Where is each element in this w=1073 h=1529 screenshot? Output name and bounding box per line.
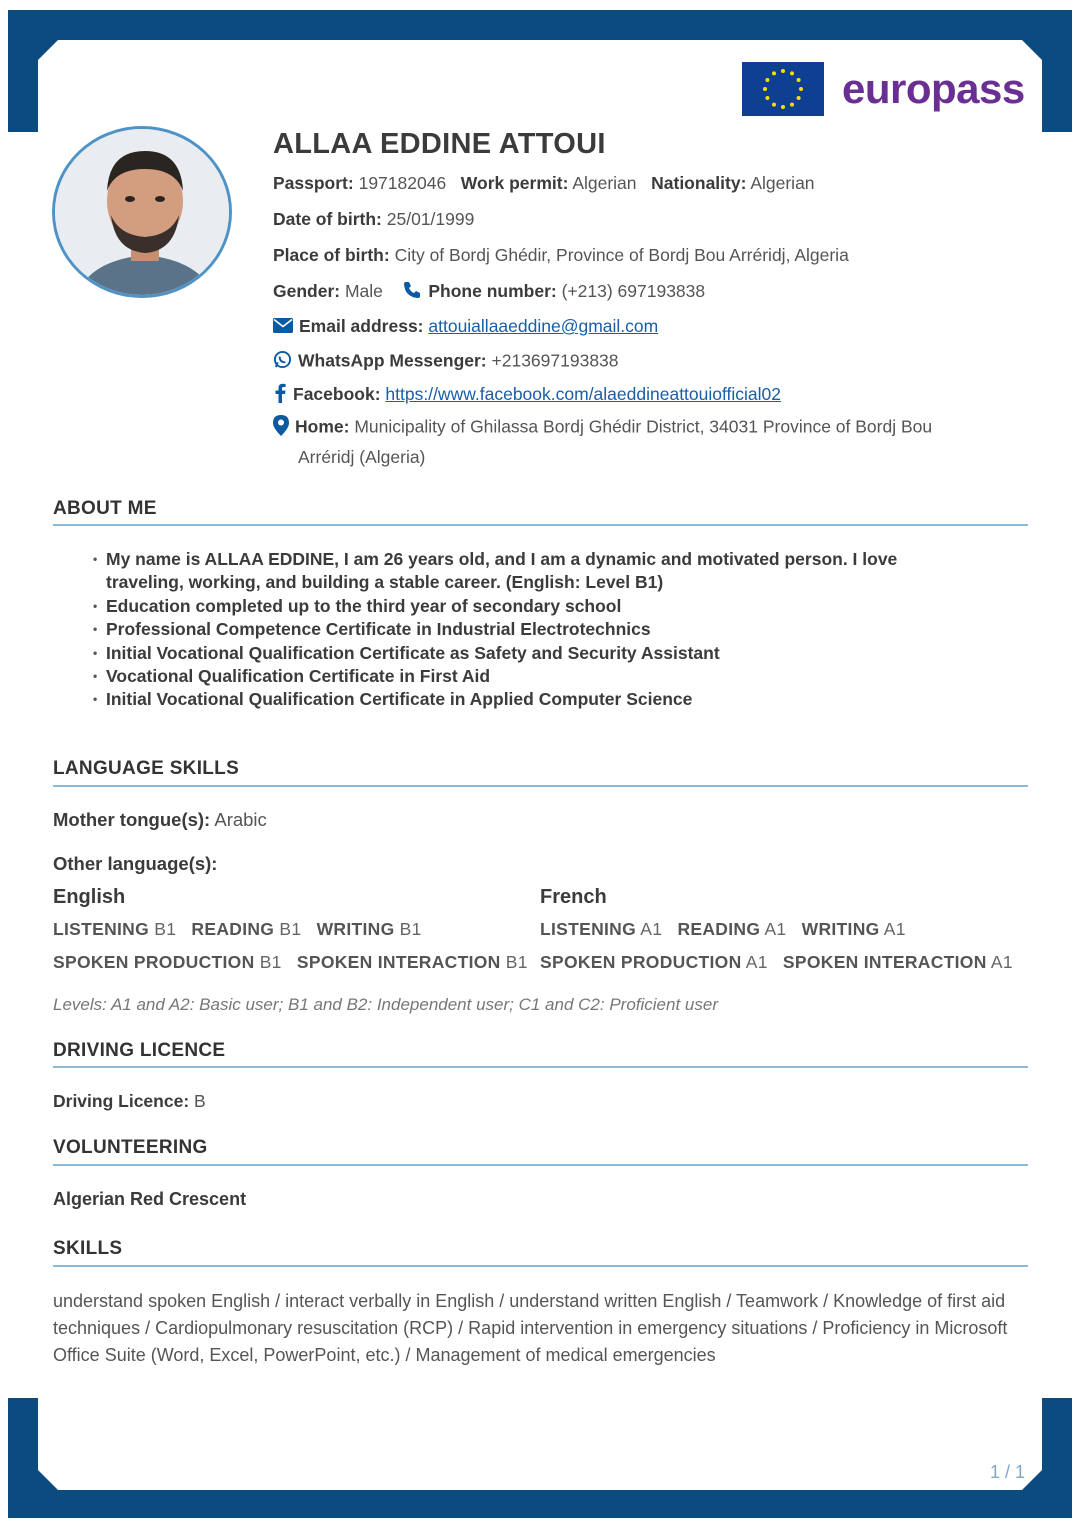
facebook-label: Facebook: — [293, 384, 381, 405]
whatsapp-label: WhatsApp Messenger: — [298, 350, 487, 371]
french-row-2: SPOKEN PRODUCTION A1 SPOKEN INTERACTION A1 — [540, 952, 1013, 972]
section-divider — [53, 1164, 1028, 1166]
about-title: ABOUT ME — [53, 498, 157, 519]
home-value-line1: Municipality of Ghilassa Bordj Ghédir District, 34031 Province of Bordj Bou — [354, 416, 933, 437]
avatar — [52, 126, 232, 298]
volunteering-org: Algerian Red Crescent — [53, 1189, 247, 1209]
nationality-label: Nationality: — [651, 173, 747, 193]
frame-corner-triangle — [38, 40, 58, 60]
frame-corner — [1042, 10, 1072, 132]
dob-label: Date of birth: — [273, 209, 382, 229]
map-pin-icon — [273, 415, 289, 441]
list-item: • Vocational Qualification Certificate in First Aid — [93, 665, 897, 688]
french-row-1: LISTENING A1 READING A1 WRITING A1 — [540, 919, 906, 939]
phone-icon — [402, 280, 422, 305]
whatsapp-row — [273, 350, 619, 374]
frame-top-bar — [8, 10, 1072, 40]
whatsapp-value: +213697193838 — [491, 350, 619, 371]
english-row-1: LISTENING B1 READING B1 WRITING B1 — [53, 919, 422, 939]
volunteering-title: VOLUNTEERING — [53, 1137, 208, 1158]
facebook-icon — [273, 383, 287, 408]
driving-value: B — [194, 1091, 206, 1111]
passport-value: 197182046 — [358, 173, 447, 193]
facebook-link[interactable]: https://www.facebook.com/alaeddineattouiofficial02 — [385, 384, 782, 405]
nationality-value: Algerian — [750, 173, 815, 193]
logo-text: europass — [842, 65, 1025, 112]
pob-row — [273, 245, 849, 266]
frame-corner-triangle — [1022, 40, 1042, 60]
section-divider — [53, 524, 1028, 526]
work-permit-label: Work permit: — [460, 173, 569, 193]
section-divider — [53, 1066, 1028, 1068]
email-label: Email address: — [299, 316, 424, 336]
pob-label: Place of birth: — [273, 245, 390, 265]
europass-logo — [742, 62, 1025, 116]
list-item: • Initial Vocational Qualification Certificate in Applied Computer Science — [93, 688, 897, 711]
other-languages-label: Other language(s): — [53, 853, 218, 874]
home-label: Home: — [295, 416, 350, 437]
section-divider — [53, 1265, 1028, 1267]
phone-label: Phone number: — [428, 281, 557, 302]
skills-title: SKILLS — [53, 1238, 123, 1259]
id-info-row — [273, 173, 815, 194]
pob-value: City of Bordj Ghédir, Province of Bordj Bou Arréridj, Algeria — [394, 245, 849, 265]
list-item: • Initial Vocational Qualification Certificate as Safety and Security Assistant — [93, 642, 897, 665]
eu-flag-icon — [742, 62, 824, 116]
gender-value: Male — [344, 281, 383, 302]
skills-list: understand spoken English / interact verbally in English / understand written English / Teamwork / Knowledge of first aid techniques / Cardiopulmonary resuscitation (RCP) / Rapid intervention in emergency situations / Proficiency in Microsoft Office Suite (Word, Excel, PowerPoint, etc.) / Management of medical emergencies — [53, 1291, 1008, 1365]
whatsapp-icon — [273, 350, 292, 374]
dob-value: 25/01/1999 — [386, 209, 475, 229]
mother-tongue-value: Arabic — [214, 809, 267, 830]
frame-corner — [8, 1398, 38, 1518]
gender-phone-row — [273, 280, 705, 305]
english-row-2: SPOKEN PRODUCTION B1 SPOKEN INTERACTION B1 — [53, 952, 528, 972]
driving-label: Driving Licence: — [53, 1091, 190, 1111]
email-link[interactable]: attouiallaaeddine@gmail.com — [428, 316, 659, 336]
home-value-line2: Arréridj (Algeria) — [298, 447, 426, 467]
english-title: English — [53, 886, 126, 908]
person-name: ALLAA EDDINE ATTOUI — [273, 128, 606, 160]
list-item: • Professional Competence Certificate in Industrial Electrotechnics — [93, 618, 897, 641]
section-divider — [53, 785, 1028, 787]
page-number: 1 / 1 — [990, 1462, 1026, 1482]
frame-bottom-bar — [8, 1490, 1072, 1518]
home-row — [273, 415, 932, 441]
facebook-row — [273, 383, 781, 408]
mother-tongue-label: Mother tongue(s): — [53, 809, 211, 830]
phone-value: (+213) 697193838 — [561, 281, 706, 302]
french-title: French — [540, 886, 607, 908]
levels-note: Levels: A1 and A2: Basic user; B1 and B2: Independent user; C1 and C2: Proficient user — [53, 995, 718, 1014]
dob-row — [273, 209, 474, 230]
frame-corner — [8, 10, 38, 132]
work-permit-value: Algerian — [572, 173, 637, 193]
list-item: • Education completed up to the third year of secondary school — [93, 595, 897, 618]
about-list — [93, 548, 897, 712]
languages-title: LANGUAGE SKILLS — [53, 758, 240, 779]
passport-label: Passport: — [273, 173, 354, 193]
driving-title: DRIVING LICENCE — [53, 1040, 226, 1061]
gender-label: Gender: — [273, 281, 341, 302]
frame-corner — [1042, 1398, 1072, 1518]
driving-row — [53, 1091, 206, 1112]
envelope-icon — [273, 317, 293, 338]
email-row — [273, 316, 658, 338]
mother-tongue-row — [53, 809, 267, 831]
frame-corner-triangle — [38, 1470, 58, 1490]
list-item: • My name is ALLAA EDDINE, I am 26 years old, and I am a dynamic and motivated person. I love traveling, working, and building a stable career. (English: Level B1) — [93, 548, 897, 595]
